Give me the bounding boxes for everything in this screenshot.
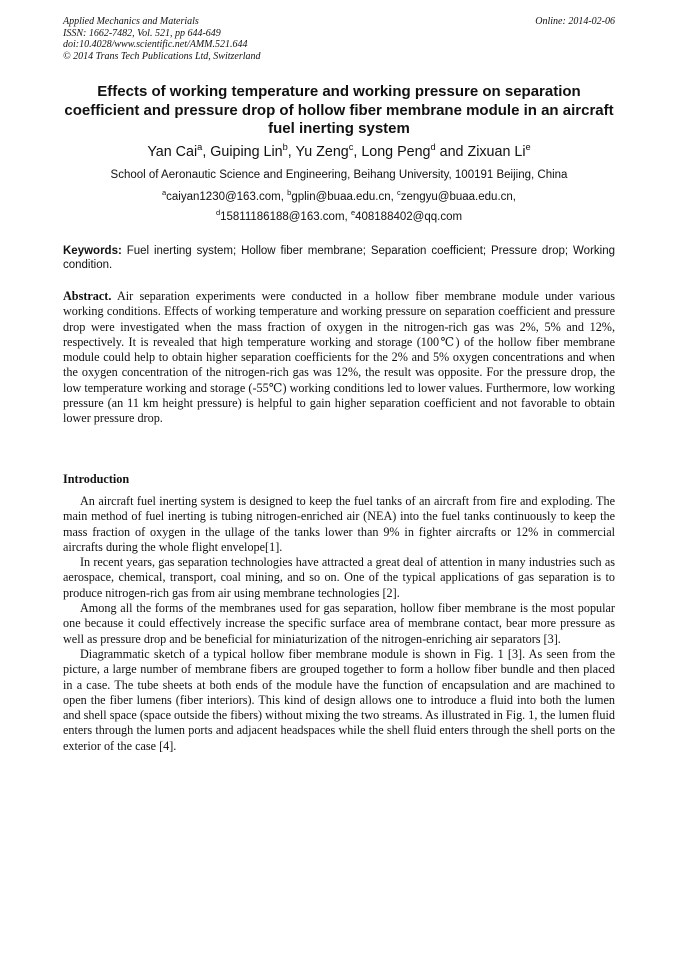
email-sup: c xyxy=(396,188,401,198)
author-sup: e xyxy=(525,142,531,153)
email-sup: d xyxy=(215,208,221,218)
paragraph: An aircraft fuel inerting system is designed to keep the fuel tanks of an aircraft from fire and exploding. The main method of fuel inerting is tubing nitrogen-enriched air (NEA) into the fuel tanks continuously to keep the mass fraction of oxygen in the ullage of the tanks lower than 9% in fighter aircrafts or 12% in commercial aircrafts during the whole flight envelope[1]. xyxy=(63,494,615,554)
author-sup: b xyxy=(282,142,288,153)
abstract-label: Abstract. xyxy=(63,289,112,303)
author-sep: , xyxy=(287,144,296,160)
email-address[interactable]: gplin@buaa.edu.cn, xyxy=(291,191,397,203)
author-name: Long Peng xyxy=(361,144,431,160)
issn-line: ISSN: 1662-7482, Vol. 521, pp 644-649 xyxy=(63,27,221,39)
email-address[interactable]: zengyu@buaa.edu.cn, xyxy=(400,191,516,203)
email-sup: e xyxy=(350,208,356,218)
paragraph: In recent years, gas separation technologies have attracted a great deal of attention in many industries such as aerospace, chemical, transport, coal mining, and so on. One of the typical applications of gas separation is to produce nitrogen-rich gas from air using membrane technologies [2]. xyxy=(63,555,615,600)
author-name: Yu Zeng xyxy=(295,144,349,160)
author-sup: c xyxy=(348,142,354,153)
journal-header xyxy=(63,16,615,62)
paragraph: Diagrammatic sketch of a typical hollow fiber membrane module is shown in Fig. 1 [3]. As seen from the picture, a large number of membrane fibers are grouped together to form a hollow fiber bundle and then placed in a case. The tube sheets at both ends of the module have the function of encapsulation and are machined to open the fiber lumens (fiber interiors). This kind of design allows one to introduce a fluid into both the lumen and shell space (space outside the fibers) without mixing the two streams. As illustrated in Fig. 1, the lumen fluid enters through the lumen ports and adjacent headspaces while the shell fluid enters through the shell ports on the exterior of the case [4]. xyxy=(63,646,615,753)
author-sup: a xyxy=(197,142,203,153)
email-address[interactable]: 408188402@qq.com xyxy=(355,211,463,223)
online-date: Online: 2014-02-06 xyxy=(535,16,615,27)
email-sup: b xyxy=(287,188,292,198)
author-name: Zixuan Li xyxy=(467,144,526,160)
introduction-body xyxy=(63,494,615,754)
author-name: Guiping Lin xyxy=(210,144,283,160)
paragraph: Among all the forms of the membranes used for gas separation, hollow fiber membrane is the most popular one because it could effectively increase the specific surface area of membrane contact, bear more pressure as well as pressure drop and be beneficial for miniaturization of the nitrogen-enriching air separators [3]. xyxy=(63,601,615,646)
doi-line: doi:10.4028/www.scientific.net/AMM.521.644 xyxy=(63,39,248,50)
paper-title: Effects of working temperature and working pressure on separation coefficient and pressure drop of hollow fiber membrane module in an aircraft fuel inerting system xyxy=(64,83,614,137)
keywords xyxy=(63,244,615,272)
author-sep: and xyxy=(435,144,468,160)
affiliation: School of Aeronautic Science and Engineering, Beihang University, 100191 Beijing, China xyxy=(110,169,568,181)
author-sup: d xyxy=(430,142,436,153)
email-address[interactable]: caiyan1230@163.com, xyxy=(166,191,288,203)
email-line-1 xyxy=(63,190,615,204)
author-sep: , xyxy=(202,144,211,160)
abstract-text: Air separation experiments were conducted in a hollow fiber membrane module under various working conditions. Effects of working temperature and working pressure on separation coefficient and pressure drop were investigated when the mass fraction of oxygen in the nitrogen-rich gas was 2%, 5% and 12%, respectively. It is revealed that high temperature working and storage (100℃) of the hollow fiber membrane module could help to obtain higher separation coefficients for the 2% and 5% oxygen concentrations and when the oxygen concentration of the nitrogen-rich gas was 12%, the result was opposite. For the pressure drop, the low temperature working and storage (-55℃) working conditions led to lower values. Furthermore, low working pressure (an 11 km height pressure) is helpful to gain higher separation coefficient and not favorable to obtain lower pressure drop. xyxy=(63,289,615,426)
email-sup: a xyxy=(162,188,167,198)
keywords-text: Fuel inerting system; Hollow fiber membrane; Separation coefficient; Pressure drop; Working condition. xyxy=(63,245,615,271)
copyright-line: © 2014 Trans Tech Publications Ltd, Switzerland xyxy=(63,50,261,62)
author-sep: , xyxy=(353,144,362,160)
author-list xyxy=(63,143,615,161)
keywords-label: Keywords: xyxy=(63,245,122,257)
journal-name: Applied Mechanics and Materials xyxy=(63,16,199,27)
abstract xyxy=(63,289,615,427)
email-address[interactable]: 15811186188@163.com, xyxy=(220,211,351,223)
author-name: Yan Cai xyxy=(147,144,198,160)
section-heading-introduction: Introduction xyxy=(63,472,130,486)
email-line-2 xyxy=(63,210,615,224)
